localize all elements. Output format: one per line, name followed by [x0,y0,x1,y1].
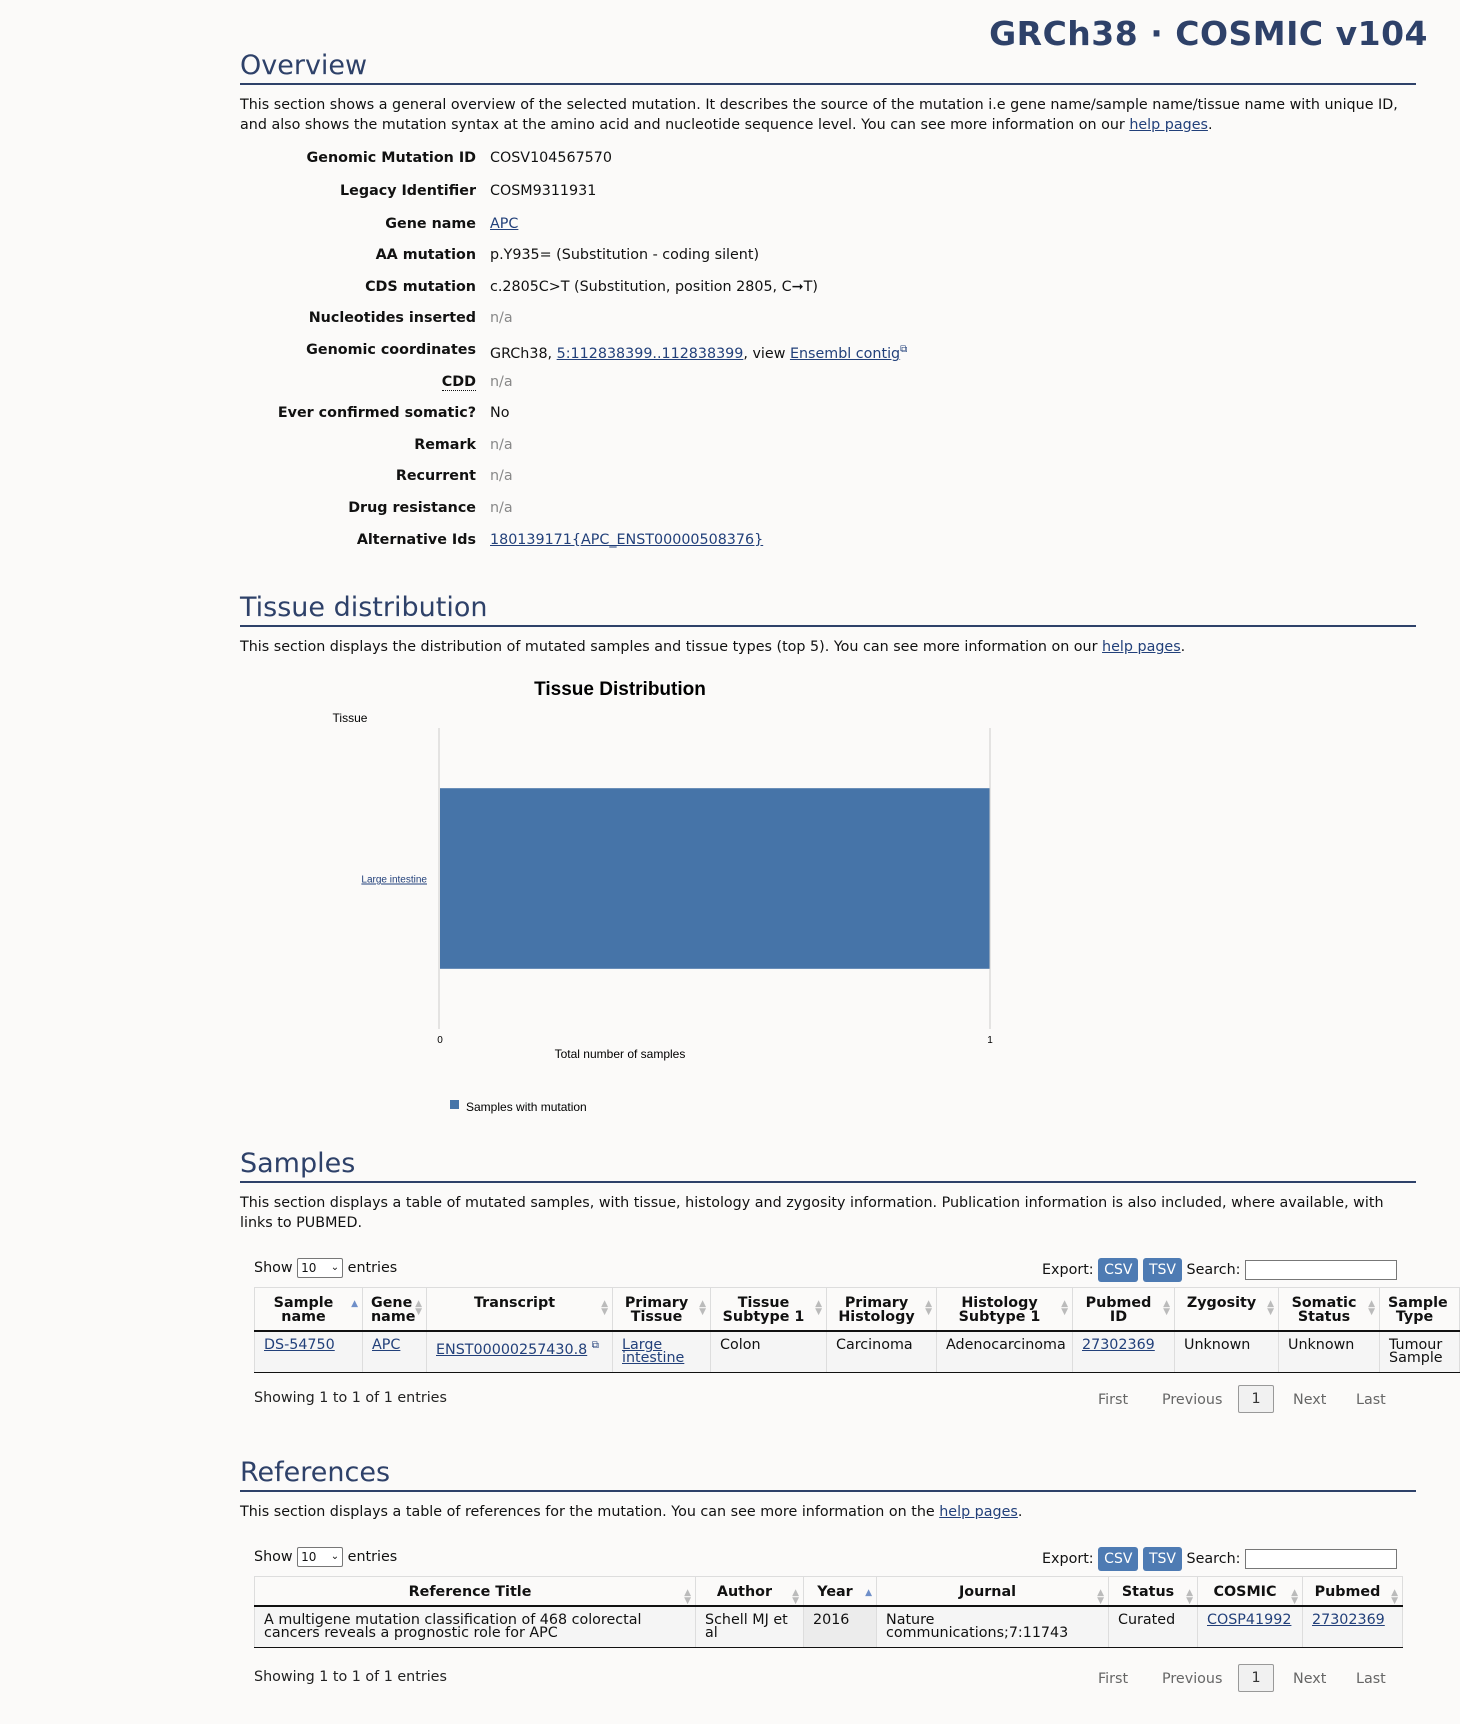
references-csv-button[interactable]: CSV [1098,1547,1138,1571]
row-nucleotides-inserted [240,308,1240,328]
references-table [254,1576,1403,1648]
samples-info: Showing 1 to 1 of 1 entries [254,1390,447,1406]
sort-icon: ▲ ▼ [1267,1299,1274,1317]
cell-transcript [427,1331,613,1373]
sort-icon: ▲ ▼ [1061,1299,1068,1317]
sort-icon: ▲ ▼ [699,1299,706,1317]
cell-primary-histology: Carcinoma [827,1331,937,1373]
row-alternative-ids [240,530,1240,550]
cell-primary-tissue [613,1331,711,1373]
row-genomic-coordinates [240,340,1240,360]
legend-label: Samples with mutation [466,1100,587,1114]
cell-tissue-subtype: Colon [711,1331,827,1373]
references-last-button[interactable]: Last [1356,1671,1386,1687]
cell-sample-type: Tumour Sample [1380,1331,1460,1373]
legend-swatch [450,1100,459,1109]
cell-cosmic [1198,1606,1303,1648]
sort-icon: ▲ ▼ [1163,1299,1170,1317]
label-genomic-coordinates: Genomic coordinates [306,342,476,358]
chart-title: Tissue Distribution [534,679,706,700]
cell-gene-name [363,1331,427,1373]
row-drug-resistance [240,498,1240,518]
tissue-distribution-chart [240,665,1040,1125]
col-zygosity[interactable] [1175,1288,1279,1332]
row-ever-confirmed-somatic [240,403,1240,423]
samples-next-button[interactable]: Next [1293,1392,1327,1408]
col-tissue-subtype[interactable] [711,1288,827,1332]
value-genomic-coordinates [490,340,907,364]
references-header-row [255,1577,1403,1607]
references-page-1-button[interactable]: 1 [1238,1664,1274,1692]
row-legacy-identifier [240,181,1240,201]
value-remark: n/a [490,437,513,453]
samples-pagination [240,1392,1416,1412]
value-recurrent: n/a [490,468,513,484]
references-tsv-button[interactable]: TSV [1143,1547,1182,1571]
label-gene-name: Gene name [385,216,476,232]
col-tissue-subtype-label: Tissue Subtype 1 [722,1295,805,1325]
references-page-size-value: 10 [301,1550,317,1564]
value-drug-resistance: n/a [490,500,513,516]
references-help-link[interactable]: help pages [939,1504,1018,1520]
chart-x-ticks [437,1035,993,1046]
overview-desc-text: This section shows a general overview of the selected mutation. It describes the source of the mutation i.e gene name/sample name/tissue name with unique ID, and also shows the mutation syntax at the amino acid and nucleotide sequence level. You can see more information on our [240,97,1398,133]
samples-entries-label: entries [347,1260,398,1276]
cell-zygosity: Unknown [1175,1331,1279,1373]
chart-bars [361,788,990,969]
ensembl-contig-link[interactable]: Ensembl contig [789,345,901,362]
col-pubmed-id[interactable] [1073,1288,1175,1332]
chart-x-axis-label: Total number of samples [554,1047,686,1061]
sort-icon: ▲ ▼ [925,1299,932,1317]
references-search-input[interactable] [1245,1549,1397,1569]
samples-search-label: Search: [1186,1262,1241,1278]
col-sample-type-label: Sample Type [1388,1295,1448,1325]
sort-icon: ▲ ▼ [1391,1588,1398,1606]
chart-y-axis-label: Tissue [332,711,368,725]
cell-journal: Nature communications;7:11743 [877,1606,1109,1648]
value-legacy-identifier: COSM9311931 [490,183,597,199]
external-link-icon: ⧉ [591,1340,599,1351]
external-link-icon: ⧉ [900,344,908,355]
sort-asc-icon: ▲ [865,1588,872,1598]
assembly-title: GRCh38 · COSMIC v104 [989,14,1428,53]
value-cds-mutation: c.2805C>T (Substitution, position 2805, C➞T) [490,279,818,295]
cell-pubmed [1303,1606,1403,1648]
chevron-down-icon: ⌄ [330,1262,340,1273]
samples-page-1-button[interactable]: 1 [1238,1385,1274,1413]
col-gene-name-label: Gene name [371,1295,416,1325]
references-first-button[interactable]: First [1098,1671,1129,1687]
genomic-coordinates-link[interactable]: 5:112838399..112838399 [556,345,744,362]
col-pubmed-id-label: Pubmed ID [1085,1295,1152,1325]
references-page-size-select[interactable] [297,1547,343,1567]
col-transcript-label: Transcript [473,1295,556,1311]
samples-length-control [254,1258,397,1278]
col-gene-name[interactable] [363,1288,427,1332]
value-ever-confirmed-somatic: No [490,405,510,421]
cell-histology-subtype: Adenocarcinoma [937,1331,1073,1373]
transcript-link[interactable]: ENST00000257430.8 [436,1341,588,1358]
tissue-description [240,637,1416,657]
chart-bar-large-intestine[interactable] [440,788,990,969]
samples-show-label: Show [254,1260,293,1276]
col-primary-histology[interactable] [827,1288,937,1332]
cell-author: Schell MJ et al [696,1606,804,1648]
row-cds-mutation [240,277,1240,297]
references-desc-suffix: . [1017,1504,1023,1520]
col-transcript[interactable] [427,1288,613,1332]
col-sample-name[interactable] [255,1288,363,1332]
sort-icon: ▲ ▼ [415,1299,422,1317]
sample-gene-link[interactable]: APC [372,1337,401,1353]
references-show-label: Show [254,1549,293,1565]
label-genomic-mutation-id: Genomic Mutation ID [306,150,476,166]
value-aa-mutation: p.Y935= (Substitution - coding silent) [490,247,760,263]
samples-export-label: Export: [1042,1262,1094,1278]
cell-reference-title: A multigene mutation classification of 468 colorectal cancers reveals a prognostic role for APC [255,1606,696,1648]
row-aa-mutation [240,245,1240,265]
references-desc-text: This section displays a table of references for the mutation. You can see more information on the [240,1504,940,1520]
tissue-desc-text: This section displays the distribution of mutated samples and tissue types (top 5). You can see more information on our [240,639,1103,655]
col-primary-histology-label: Primary Histology [838,1295,915,1325]
label-nucleotides-inserted: Nucleotides inserted [308,310,476,326]
label-drug-resistance: Drug resistance [348,500,476,516]
primary-tissue-link[interactable]: Large intestine [622,1337,685,1366]
samples-header-row [255,1288,1460,1332]
sort-icon: ▲ ▼ [1368,1299,1375,1317]
references-next-button[interactable]: Next [1293,1671,1327,1687]
label-cdd [220,372,476,392]
references-info: Showing 1 to 1 of 1 entries [254,1669,447,1685]
cell-sample-name [255,1331,363,1373]
col-somatic-status-label: Somatic Status [1291,1295,1357,1325]
sort-icon: ▲ ▼ [1097,1588,1104,1606]
col-primary-tissue[interactable] [613,1288,711,1332]
samples-last-button[interactable]: Last [1356,1392,1386,1408]
references-entries-label: entries [347,1549,398,1565]
overview-help-link[interactable]: help pages [1129,117,1208,133]
col-reference-title[interactable] [255,1577,696,1607]
overview-description [240,95,1416,135]
samples-page-size-select[interactable] [297,1258,343,1278]
samples-export-search [1042,1258,1397,1282]
overview-heading: Overview [240,50,1416,85]
value-cdd: n/a [490,374,513,390]
tissue-distribution-heading: Tissue distribution [240,592,1416,627]
col-status[interactable] [1109,1577,1198,1607]
cell-year: 2016 [804,1606,877,1648]
row-cdd [240,372,1240,392]
col-histology-subtype[interactable] [937,1288,1073,1332]
samples-table [254,1287,1460,1373]
chart-category-label[interactable]: Large intestine [361,874,427,886]
col-year[interactable] [804,1577,877,1607]
col-sample-type[interactable] [1380,1288,1460,1332]
label-legacy-identifier: Legacy Identifier [340,183,476,199]
label-alternative-ids: Alternative Ids [356,532,476,548]
row-genomic-mutation-id [240,148,1240,168]
samples-page-size-value: 10 [301,1261,317,1275]
col-reference-title-label: Reference Title [408,1584,532,1600]
references-description [240,1502,1416,1522]
tissue-desc-suffix: . [1180,639,1186,655]
col-primary-tissue-label: Primary Tissue [624,1295,689,1325]
col-author-label: Author [716,1584,773,1600]
sort-icon: ▲ ▼ [1186,1588,1193,1606]
col-somatic-status[interactable] [1279,1288,1380,1332]
sample-pubmed-link[interactable]: 27302369 [1082,1337,1155,1353]
col-year-label: Year [817,1584,853,1600]
samples-heading: Samples [240,1148,1416,1183]
chart-x-tick-label: 1 [987,1035,993,1046]
col-cosmic[interactable] [1198,1577,1303,1607]
references-search-label: Search: [1186,1551,1241,1567]
col-journal[interactable] [877,1577,1109,1607]
col-pubmed-label: Pubmed [1314,1584,1381,1600]
cell-status: Curated [1109,1606,1198,1648]
sort-icon: ▲ ▼ [815,1299,822,1317]
samples-previous-button[interactable]: Previous [1162,1392,1223,1408]
label-cds-mutation: CDS mutation [365,279,476,295]
samples-csv-button[interactable]: CSV [1098,1258,1138,1282]
label-recurrent: Recurrent [395,468,476,484]
value-genomic-mutation-id: COSV104567570 [490,150,612,166]
coordinates-view-text: , view [743,345,790,362]
col-zygosity-label: Zygosity [1186,1295,1257,1311]
references-heading: References [240,1457,1416,1492]
col-histology-subtype-label: Histology Subtype 1 [958,1295,1041,1325]
samples-tsv-button[interactable]: TSV [1143,1258,1182,1282]
sort-icon: ▲ ▼ [684,1588,691,1606]
references-length-control [254,1547,397,1567]
label-ever-confirmed-somatic: Ever confirmed somatic? [277,405,476,421]
sort-icon: ▲ ▼ [601,1299,608,1317]
row-gene-name [240,214,1240,234]
references-previous-button[interactable]: Previous [1162,1671,1223,1687]
value-nucleotides-inserted: n/a [490,310,513,326]
references-pagination [240,1671,1416,1691]
cdd-abbreviation: CDD [441,374,476,390]
samples-first-button[interactable]: First [1098,1392,1129,1408]
overview-desc-suffix: . [1207,117,1213,133]
col-journal-label: Journal [958,1584,1017,1600]
cell-pubmed-id [1073,1331,1175,1373]
row-recurrent [240,466,1240,486]
sort-icon: ▲ ▼ [1291,1588,1298,1606]
table-row [255,1331,1460,1373]
sample-name-link[interactable]: DS-54750 [264,1337,335,1353]
gene-name-link[interactable]: APC [490,216,519,232]
cosmic-reference-link[interactable]: COSP41992 [1207,1612,1292,1628]
col-status-label: Status [1121,1584,1175,1600]
table-row [255,1606,1403,1648]
sort-icon: ▲ ▼ [792,1588,799,1606]
reference-pubmed-link[interactable]: 27302369 [1312,1612,1385,1628]
label-remark: Remark [414,437,476,453]
tissue-help-link[interactable]: help pages [1102,639,1181,655]
col-pubmed[interactable] [1303,1577,1403,1607]
chart-x-tick-label: 0 [437,1035,443,1046]
cell-somatic-status: Unknown [1279,1331,1380,1373]
samples-search-input[interactable] [1245,1260,1397,1280]
coordinates-prefix: GRCh38, [490,345,557,362]
alternative-id-link[interactable]: 180139171{APC_ENST00000508376} [490,532,764,548]
references-export-search [1042,1547,1397,1571]
samples-description: This section displays a table of mutated samples, with tissue, histology and zygosity information. Publication information is also included, where available, with links to PUBMED. [240,1195,1384,1231]
col-author[interactable] [696,1577,804,1607]
row-remark [240,435,1240,455]
col-cosmic-label: COSMIC [1213,1584,1277,1600]
col-sample-name-label: Sample name [273,1295,334,1325]
chevron-down-icon: ⌄ [330,1551,340,1562]
sort-asc-icon: ▲ [351,1299,358,1309]
references-export-label: Export: [1042,1551,1094,1567]
label-aa-mutation: AA mutation [375,247,476,263]
